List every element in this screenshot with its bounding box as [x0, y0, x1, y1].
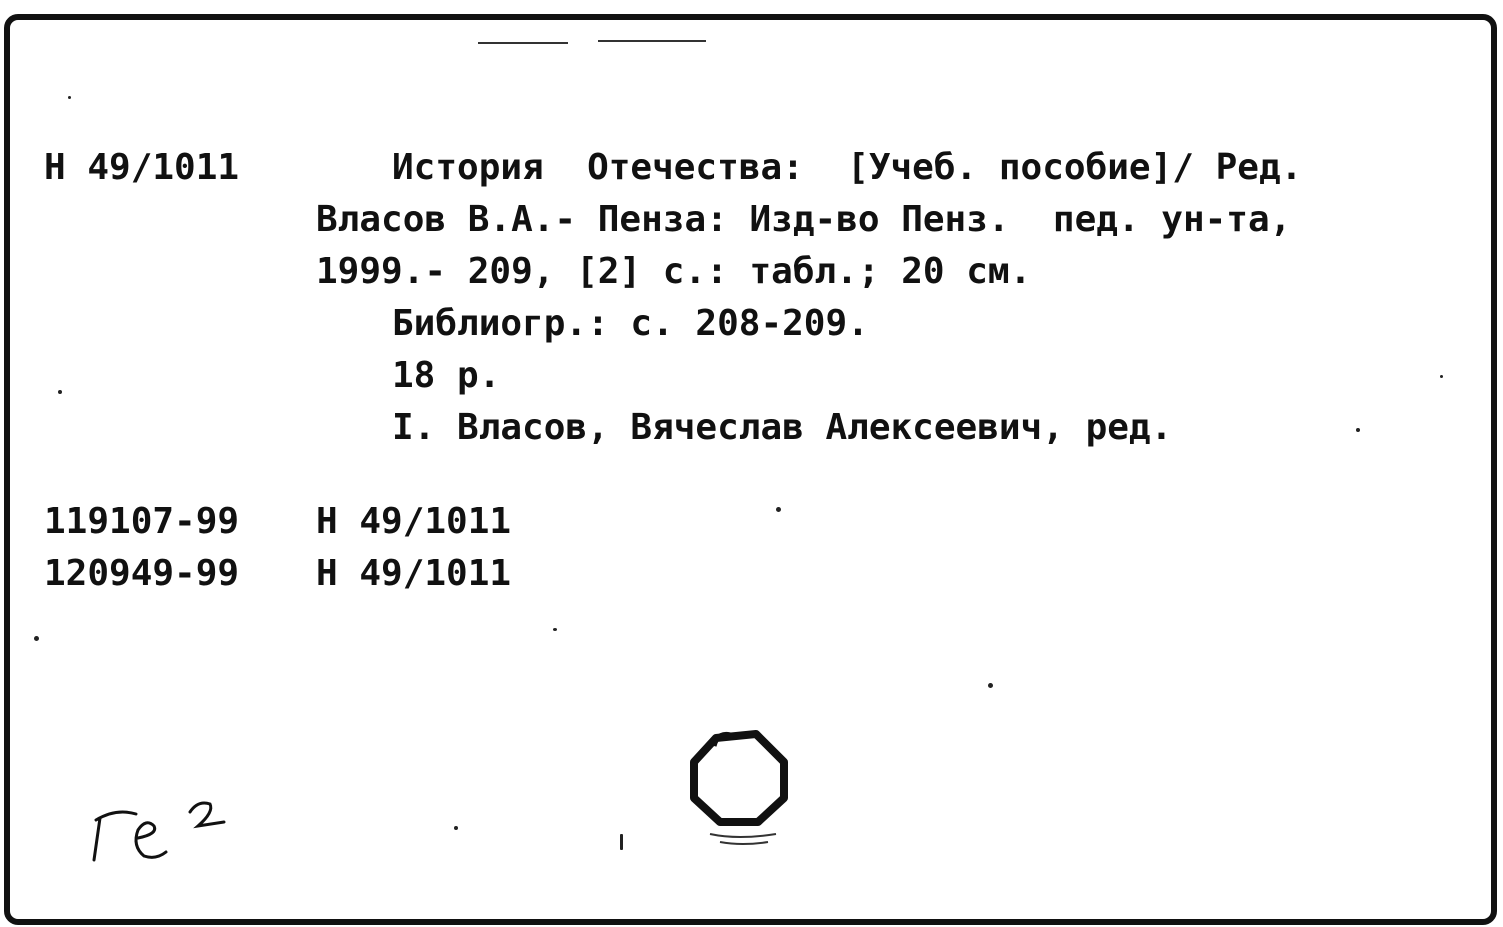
entry-title-line: История Отечества: [Учеб. пособие]/ Ред.	[392, 147, 1303, 188]
call-number: Н 49/1011	[44, 147, 240, 188]
speck	[58, 390, 62, 394]
speck	[988, 683, 993, 688]
top-rule-mark	[478, 42, 568, 44]
entry-physical-line: 1999.- 209, [2] с.: табл.; 20 см.	[316, 251, 1032, 292]
speck	[776, 507, 781, 512]
note-price: 18 р.	[392, 355, 501, 396]
speck	[68, 96, 71, 99]
speck	[1356, 428, 1360, 432]
speck	[454, 826, 458, 830]
holding-shelfmark-2: Н 49/1011	[316, 553, 512, 594]
holding-inventory-2: 120949-99	[44, 553, 240, 594]
speck	[620, 834, 623, 850]
speck	[34, 636, 39, 641]
holding-inventory-1: 119107-99	[44, 501, 240, 542]
top-rule-mark-2	[598, 40, 706, 42]
entry-publisher-line: Власов В.А.- Пенза: Изд-во Пенз. пед. ун-та,	[316, 199, 1292, 240]
holding-shelfmark-1: Н 49/1011	[316, 501, 512, 542]
punch-hole-icon	[680, 722, 796, 852]
speck	[553, 628, 557, 631]
speck	[1440, 375, 1443, 378]
note-bibliography: Библиогр.: с. 208-209.	[392, 303, 869, 344]
handwritten-mark	[86, 790, 246, 870]
note-added-entry: I. Власов, Вячеслав Алексеевич, ред.	[392, 407, 1173, 448]
